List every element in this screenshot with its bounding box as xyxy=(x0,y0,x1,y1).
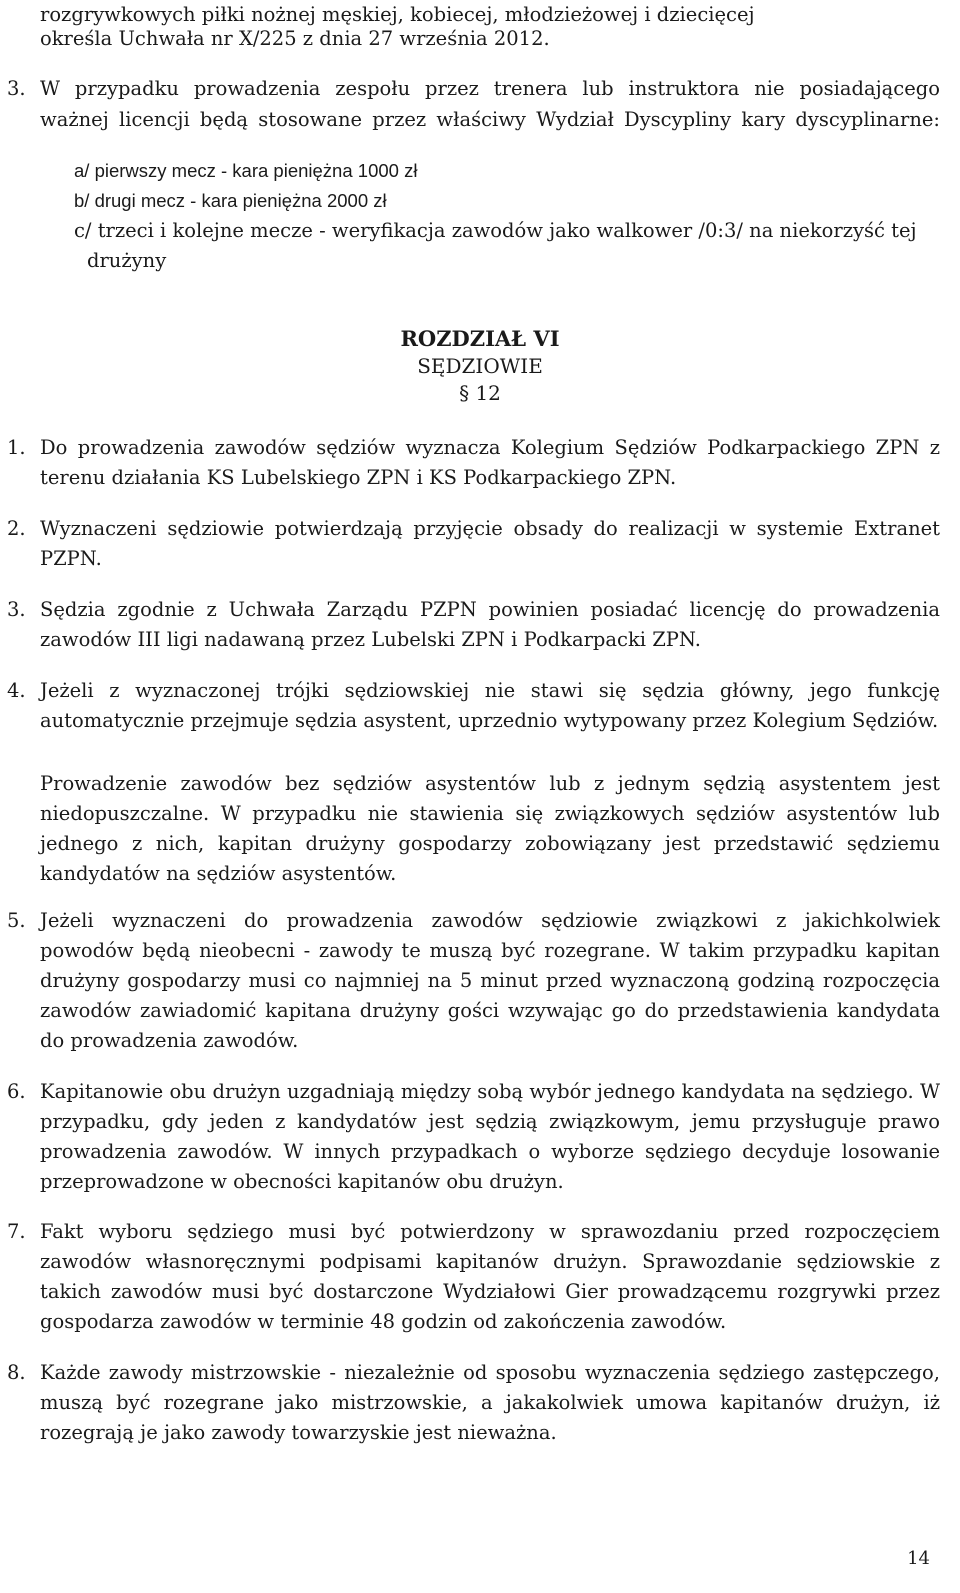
paragraph-7-number: 7. xyxy=(7,1220,26,1243)
intro-line-2: określa Uchwała nr X/225 z dnia 27 września 2012. xyxy=(40,27,550,50)
chapter-title: ROZDZIAŁ VI xyxy=(400,326,560,351)
intro-line-1: rozgrywkowych piłki nożnej męskiej, kobiecej, młodzieżowej i dziecięcej xyxy=(40,3,755,26)
penalty-item-b: b/ drugi mecz - kara pieniężna 2000 zł xyxy=(74,190,387,211)
paragraph-3-text: Sędzia zgodnie z Uchwała Zarządu PZPN powinien posiadać licencję do prowadzenia zawodów III ligi nadawaną przez Lubelski ZPN i Podkarpacki ZPN. xyxy=(40,598,940,651)
paragraph-4-text: Jeżeli z wyznaczonej trójki sędziowskiej nie stawi się sędzia główny, jego funkcję automatycznie przejmuje sędzia asystent, uprzednio wytypowany przez Kolegium Sędziów. xyxy=(40,679,940,732)
paragraph-4-text-2: Prowadzenie zawodów bez sędziów asystentów lub z jednym sędzią asystentem jest niedopuszczalne. W przypadku nie stawienia się związkowych sędziów asystentów lub jednego z nich, kapitan drużyny gospodarzy zobowiązany jest przedstawić sędziemu kandydatów na sędziów asystentów. xyxy=(40,772,940,885)
paragraph-4-number: 4. xyxy=(7,679,26,702)
penalty-item-c-cont: drużyny xyxy=(87,249,167,272)
paragraph-8-number: 8. xyxy=(7,1361,26,1384)
point3-line-2: ważnej licencji będą stosowane przez właściwy Wydział Dyscypliny kary dyscyplinarne: xyxy=(40,108,940,131)
paragraph-2-text: Wyznaczeni sędziowie potwierdzają przyjęcie obsady do realizacji w systemie Extranet PZPN. xyxy=(40,517,940,570)
penalty-item-c: c/ trzeci i kolejne mecze - weryfikacja zawodów jako walkower /0:3/ na niekorzyść tej xyxy=(74,219,917,242)
page-number: 14 xyxy=(907,1548,930,1569)
chapter-subtitle: SĘDZIOWIE xyxy=(417,354,543,378)
point3-line-1: W przypadku prowadzenia zespołu przez trenera lub instruktora nie posiadającego xyxy=(40,77,940,100)
point3-number: 3. xyxy=(7,77,26,100)
paragraph-5-text: Jeżeli wyznaczeni do prowadzenia zawodów sędziowie związkowi z jakichkolwiek powodów będą nieobecni - zawody te muszą być rozegrane. W takim przypadku kapitan drużyny gospodarzy musi co najmniej na 5 minut przed wyznaczoną godziną rozpoczęcia zawodów zawiadomić kapitana drużyny gości wzywając go do przedstawienia kandydata do prowadzenia zawodów. xyxy=(40,909,940,1052)
paragraph-5-number: 5. xyxy=(7,909,26,932)
paragraph-2-number: 2. xyxy=(7,517,26,540)
penalty-item-a: a/ pierwszy mecz - kara pieniężna 1000 zł xyxy=(74,160,418,181)
paragraph-1-number: 1. xyxy=(7,436,26,459)
paragraph-6-text: Kapitanowie obu drużyn uzgadniają między sobą wybór jednego kandydata na sędziego. W przypadku, gdy jeden z kandydatów jest sędzią związkowym, jemu przysługuje prawo prowadzenia zawodów. W innych przypadkach o wyborze sędziego decyduje losowanie przeprowadzone w obecności kapitanów obu drużyn. xyxy=(40,1080,940,1193)
paragraph-3-number: 3. xyxy=(7,598,26,621)
paragraph-8-text: Każde zawody mistrzowskie - niezależnie od sposobu wyznaczenia sędziego zastępczego, muszą być rozegrane jako mistrzowskie, a jakakolwiek umowa kapitanów drużyn, iż rozegrają je jako zawody towarzyskie jest nieważna. xyxy=(40,1361,940,1444)
paragraph-7-text: Fakt wyboru sędziego musi być potwierdzony w sprawozdaniu przed rozpoczęciem zawodów własnoręcznymi podpisami kapitanów drużyn. Sprawozdanie sędziowskie z takich zawodów musi być dostarczone Wydziałowi Gier prowadzącemu rozgrywki przez gospodarza zawodów w terminie 48 godzin od zakończenia zawodów. xyxy=(40,1220,940,1333)
paragraph-6-number: 6. xyxy=(7,1080,26,1103)
paragraph-1-text: Do prowadzenia zawodów sędziów wyznacza Kolegium Sędziów Podkarpackiego ZPN z terenu działania KS Lubelskiego ZPN i KS Podkarpackiego ZPN. xyxy=(40,436,940,489)
section-number: § 12 xyxy=(459,381,501,405)
